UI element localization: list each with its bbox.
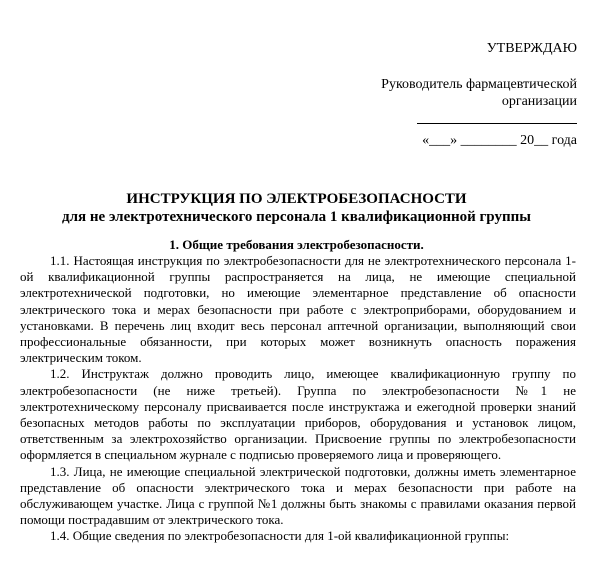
paragraph-1-1: 1.1. Настоящая инструкция по электробезопасности для не электротехнического персонала 1-ой квалификационной группы распространяется на лица, не имеющие специальной электротехнической подготовки, но имеющие элементарное представление об опасности электрического тока и мерах безопасности при работе с электроприборами, оборудованием и установками. В перечень лиц входит весь персонал аптечной организации, выполняющий свои профессиональные обязанности, при которых может возникнуть опасность поражения электрическим током. [20, 253, 576, 366]
paragraph-1-3: 1.3. Лица, не имеющие специальной электрической подготовки, должны иметь элементарное представление об опасности электрического тока и мерах безопасности при работе на обслуживающем участке. Лица с группой №1 должны быть знакомы с правилами оказания первой помощи пострадавшим от электрического тока. [20, 463, 576, 528]
document-body [20, 253, 576, 545]
approval-title: УТВЕРЖДАЮ [486, 41, 577, 56]
paragraph-1-4: 1.4. Общие сведения по электробезопасности для 1-ой квалификационной группы: [50, 528, 510, 544]
paragraph-1-2: 1.2. Инструктаж должно проводить лицо, имеющее квалификационную группу по электробезопасности (не ниже третьей). Группа по электробезопасности №1 не электротехническому персоналу присваивается после инструктажа и ежегодной проверки знаний безопасных методов работы по эксплуатации приборов, оборудования и установок лицом, ответственным за электрохозяйство организации. Присвоение группы по электробезопасности оформляется в специальном журнале с подписью проверяемого лица и проверяющего. [20, 366, 576, 463]
approval-block [357, 40, 577, 149]
approval-role-line2: организации [501, 94, 577, 109]
signature-line [417, 123, 577, 124]
document-title-line2: для не электротехнического персонала 1 квалификационной группы [62, 209, 531, 225]
document-title [0, 190, 593, 226]
approval-date-line: «___» ________ 20__ года [422, 133, 577, 148]
section-heading: 1. Общие требования электробезопасности. [169, 237, 424, 252]
approval-role-line1: Руководитель фармацевтической [381, 77, 577, 92]
document-title-line1: ИНСТРУКЦИЯ ПО ЭЛЕКТРОБЕЗОПАСНОСТИ [126, 191, 467, 207]
